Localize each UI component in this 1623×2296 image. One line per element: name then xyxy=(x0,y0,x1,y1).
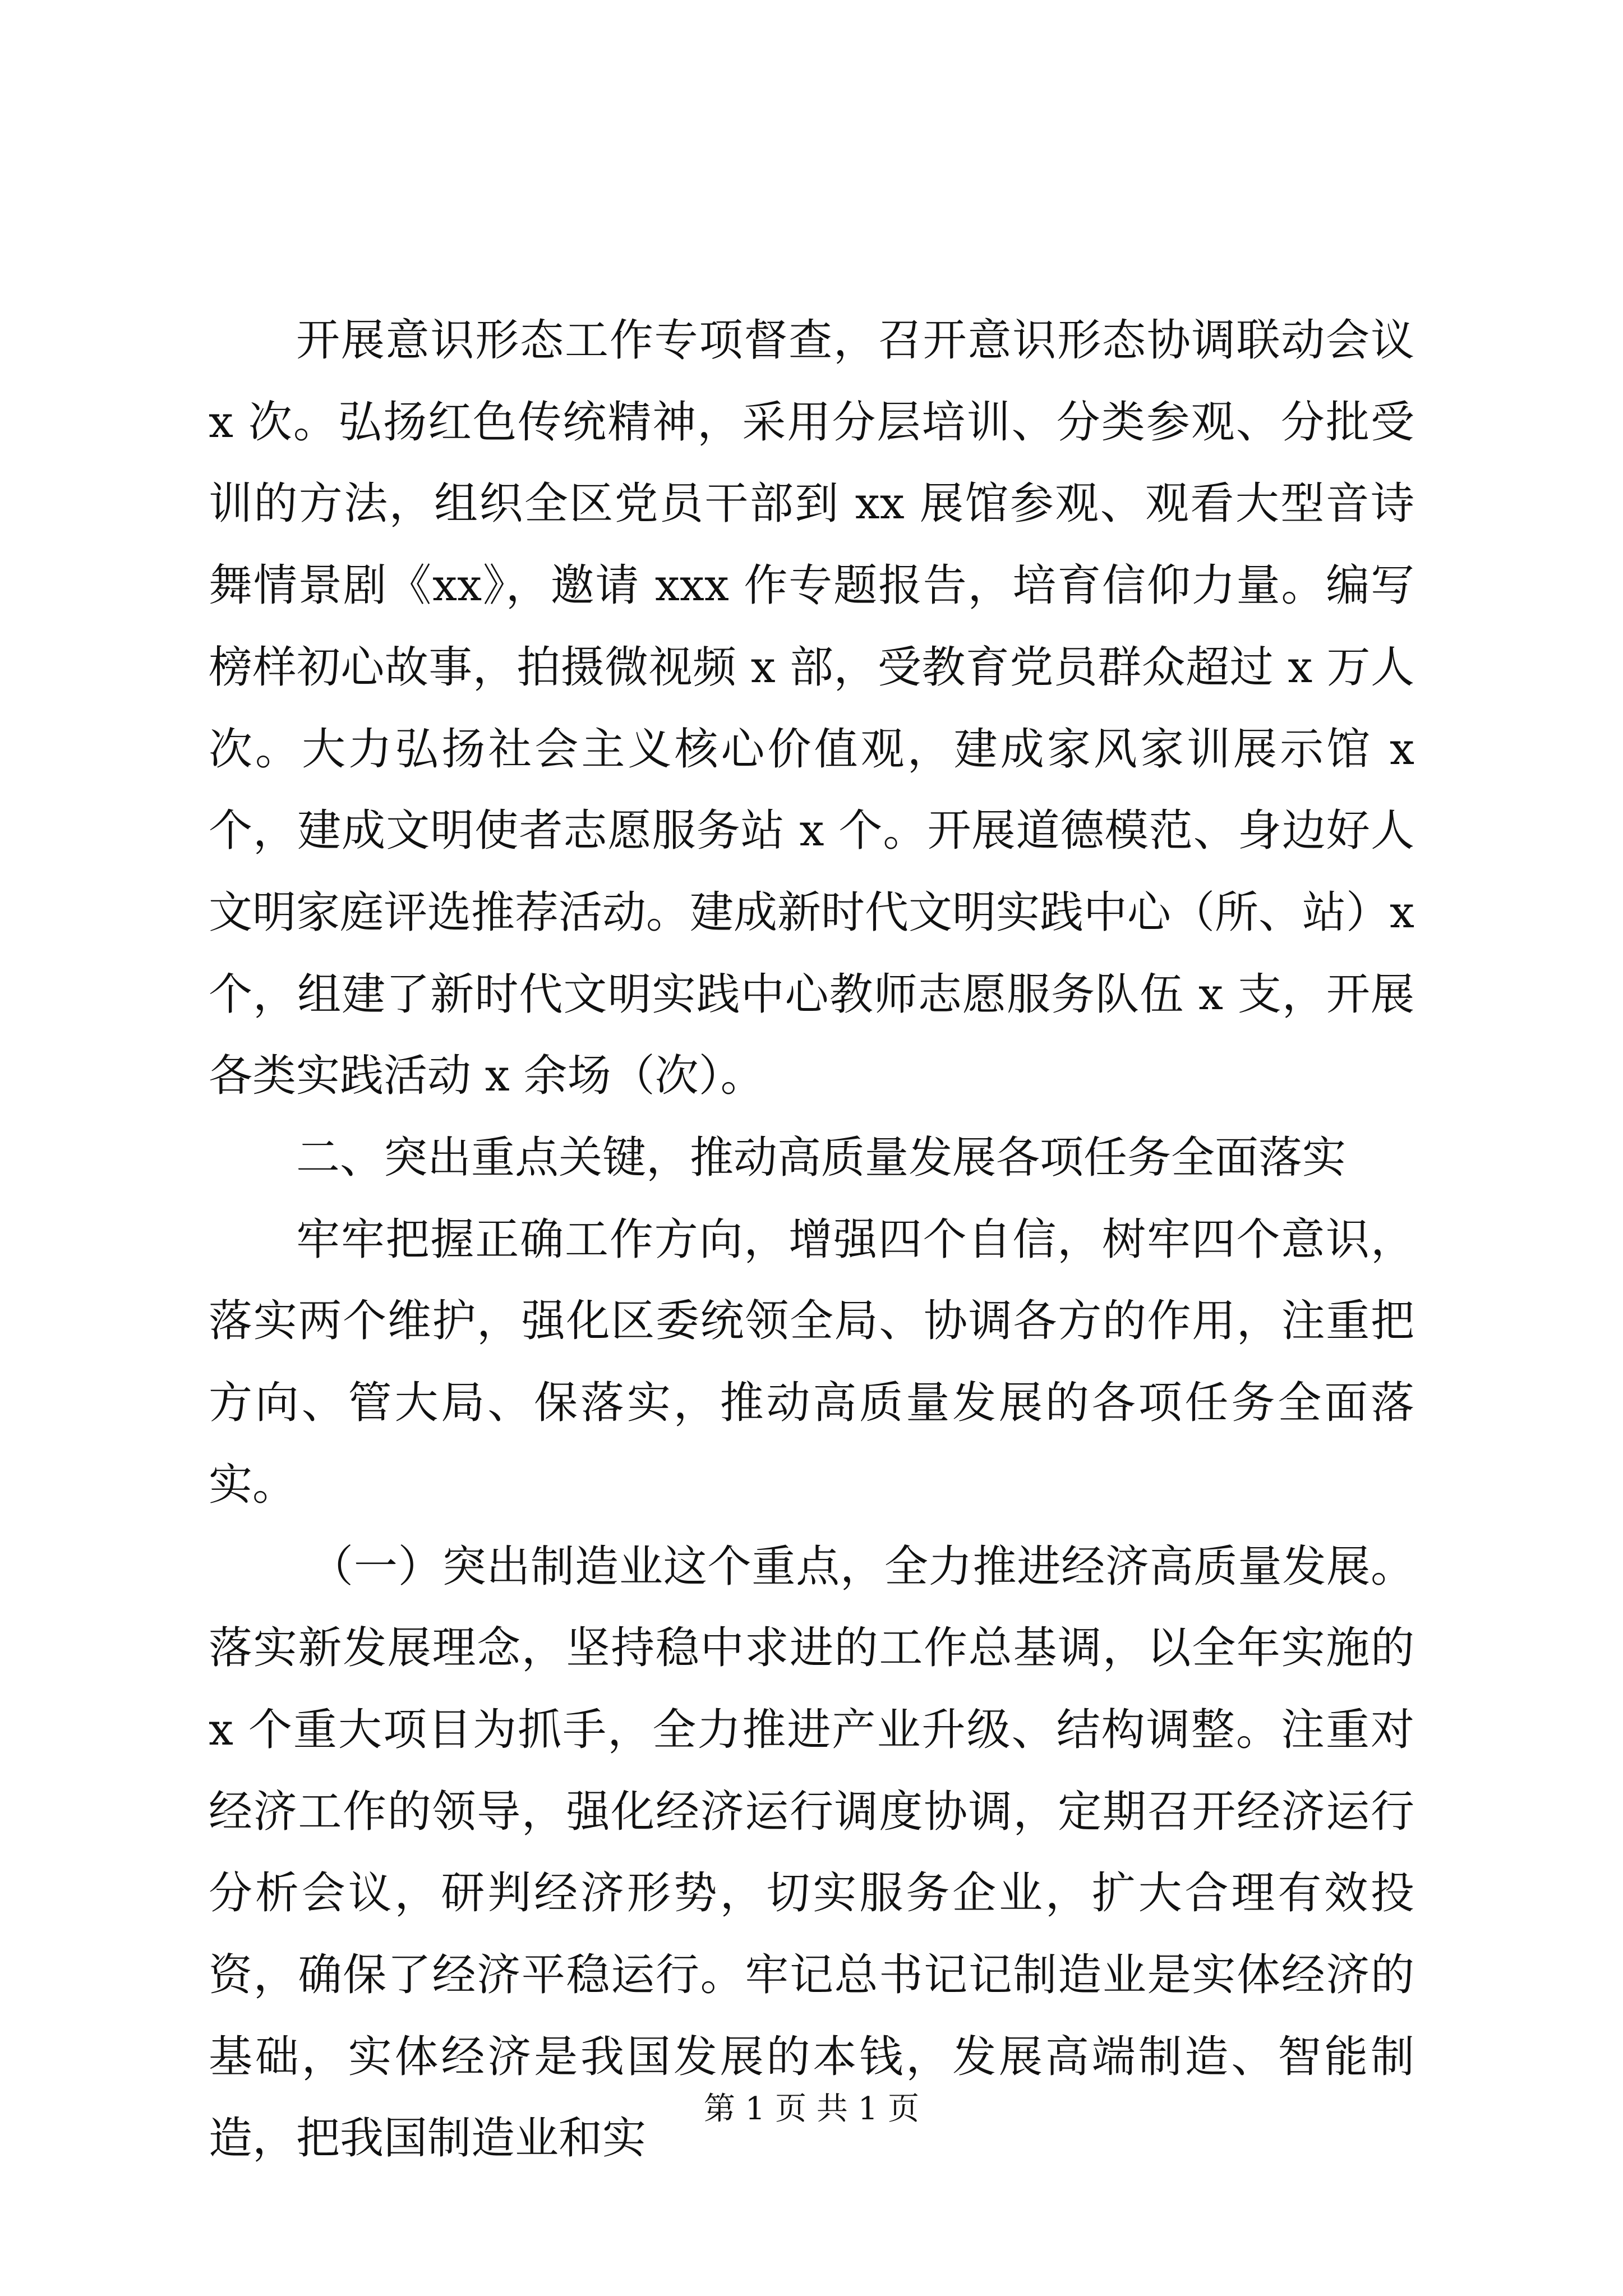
document-body xyxy=(209,300,1414,2180)
paragraph-ideology-work: 开展意识形态工作专项督查，召开意识形态协调联动会议 x 次。弘扬红色传统精神，采用分层培训、分类参观、分批受训的方法，组织全区党员干部到 xx 展馆参观、观看大型音诗舞情景剧《xx》，邀请 xxx 作专题报告，培育信仰力量。编写榜样初心故事，拍摄微视频 x 部，受教育党员群众超过 x 万人次。大力弘扬社会主义核心价值观，建成家风家训展示馆 x 个，建成文明使者志愿服务站 x 个。开展道德模范、身边好人文明家庭评选推荐活动。建成新时代文明实践中心（所、站）x 个，组建了新时代文明实践中心教师志愿服务队伍 x 支，开展各类实践活动 x 余场（次）。 xyxy=(209,315,1414,1102)
page-footer: 第 1 页 共 1 页 xyxy=(703,2091,920,2127)
paragraph-work-direction: 牢牢把握正确工作方向，增强四个自信，树牢四个意识，落实两个维护，强化区委统领全局、协调各方的作用，注重把方向、管大局、保落实，推动高质量发展的各项任务全面落实。 xyxy=(209,1214,1414,1510)
paragraph-manufacturing: （一）突出制造业这个重点，全力推进经济高质量发展。落实新发展理念，坚持稳中求进的工作总基调，以全年实施的 x 个重大项目为抓手，全力推进产业升级、结构调整。注重对经济工作的领导，强化经济运行调度协调，定期召开经济运行分析会议，研判经济形势，切实服务企业，扩大合理有效投资，确保了经济平稳运行。牢记总书记记制造业是实体经济的基础，实体经济是我国发展的本钱，发展高端制造、智能制造，把我国制造业和实 xyxy=(209,1541,1414,2164)
section-heading-two: 二、突出重点关键，推动高质量发展各项任务全面落实 xyxy=(296,1133,1347,1184)
